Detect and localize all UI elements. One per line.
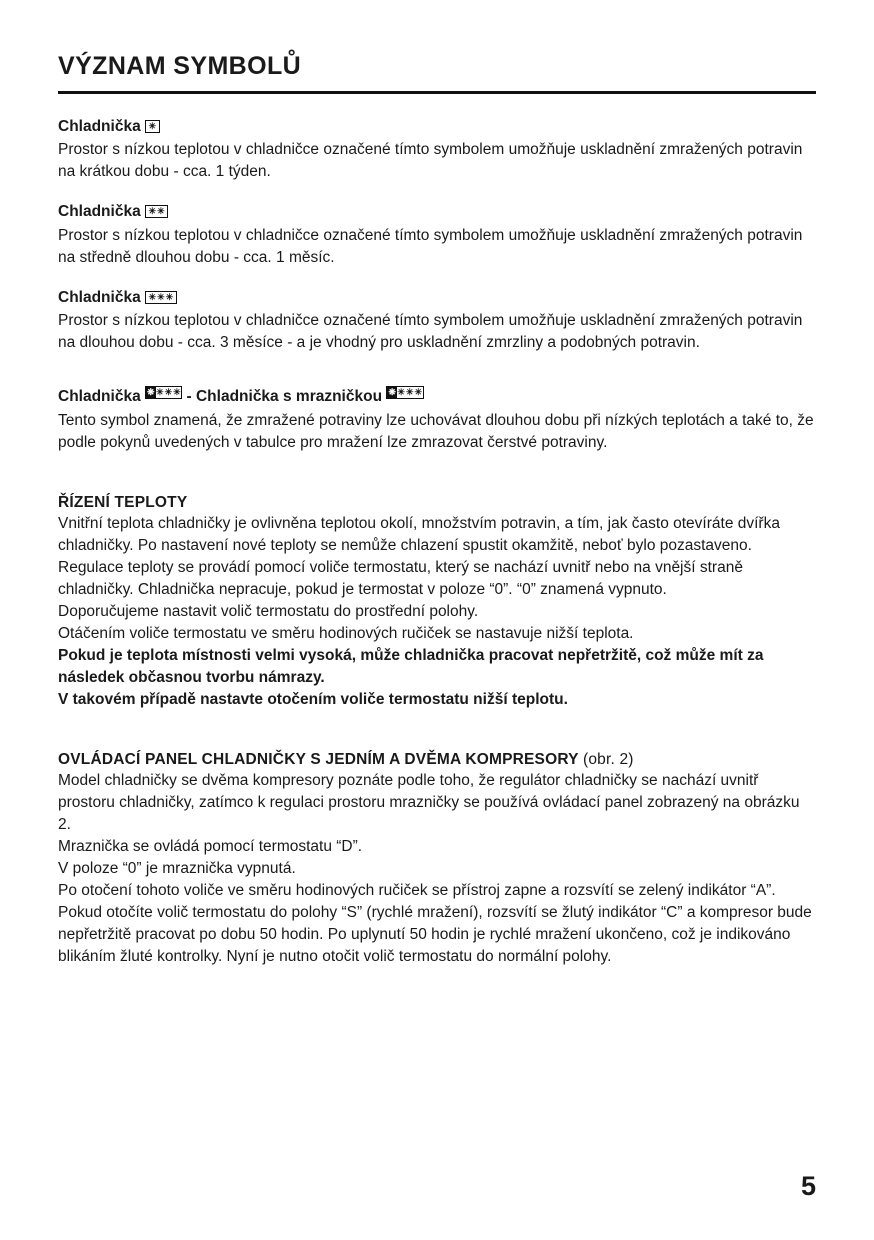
paragraph: Doporučujeme nastavit volič termostatu do prostřední polohy. bbox=[58, 602, 479, 620]
snowflake-star-icon: ❋ ✳✳✳ bbox=[147, 387, 181, 398]
snowflake-star-icon: ❋ ✳✳✳ bbox=[388, 387, 423, 398]
section-heading bbox=[58, 201, 816, 223]
spacer bbox=[58, 729, 816, 751]
paragraph: V poloze “0” je mraznička vypnutá. bbox=[58, 859, 296, 877]
paragraph-bold: Pokud je teplota místnosti velmi vysoká, může chladnička pracovat nepřetržitě, což může mít za následek občasnou tvorbu námrazy. bbox=[58, 646, 764, 686]
section-freezer bbox=[58, 386, 816, 453]
page-title: VÝZNAM SYMBOLŮ bbox=[58, 52, 302, 80]
star-rating-icon: ✳✳ bbox=[145, 205, 168, 218]
section-temperature-control bbox=[58, 494, 816, 711]
section-body: Prostor s nízkou teplotou v chladničce označené tímto symbolem umožňuje uskladnění zmražených potravin na středně dlouhou dobu - cca. 1 měsíc. bbox=[58, 226, 803, 266]
section-heading-mid: - Chladnička s mrazničkou bbox=[186, 388, 383, 406]
paragraph: Model chladničky se dvěma kompresory poznáte podle toho, že regulátor chladničky se nachází uvnitř prostoru chladničky, zatímco k regulaci prostoru mrazničky se používá ovládací panel zobrazený na obrázku 2. bbox=[58, 771, 800, 833]
section-heading-label: Chladnička bbox=[58, 388, 141, 406]
paragraph: Mraznička se ovládá pomocí termostatu “D”. bbox=[58, 837, 363, 855]
paragraph: Po otočení tohoto voliče ve směru hodinových ručiček se přístroj zapne a rozsvítí se zelený indikátor “A”. bbox=[58, 881, 776, 899]
star-rating-icon: ✳✳✳ bbox=[145, 291, 177, 304]
page-number: 5 bbox=[800, 1171, 816, 1201]
spacer bbox=[58, 372, 816, 386]
section-body: Prostor s nízkou teplotou v chladničce označené tímto symbolem umožňuje uskladnění zmražených potravin na krátkou dobu - cca. 1 týden. bbox=[58, 141, 803, 181]
paragraph: Vnitřní teplota chladničky je ovlivněna teplotou okolí, množstvím potravin, a tím, jak často otevíráte dvířka chladničky. Po nastavení nové teploty se nemůže chlazení spustit okamžitě, neboť bylo pozastaveno. bbox=[58, 514, 780, 554]
section-heading-label: Chladnička bbox=[58, 203, 141, 221]
section-heading bbox=[58, 751, 816, 769]
section-heading bbox=[58, 287, 816, 309]
spacer bbox=[58, 472, 816, 494]
section-heading-label: OVLÁDACÍ PANEL CHLADNIČKY S JEDNÍM A DVĚMA KOMPRESORY bbox=[58, 750, 579, 768]
paragraph: Otáčením voliče termostatu ve směru hodinových ručiček se nastavuje nižší teplota. bbox=[58, 624, 634, 642]
section-one-star bbox=[58, 116, 816, 183]
section-two-stars bbox=[58, 201, 816, 268]
star-rating-icon: ✳ bbox=[145, 120, 160, 133]
section-three-stars bbox=[58, 287, 816, 354]
paragraph-bold: V takovém případě nastavte otočením voliče termostatu nižší teplotu. bbox=[58, 690, 568, 708]
section-heading-figure-ref: (obr. 2) bbox=[582, 750, 634, 768]
paragraph: Pokud otočíte volič termostatu do polohy “S” (rychlé mražení), rozsvítí se žlutý indikátor “C” a kompresor bude nepřetržitě pracovat po dobu 50 hodin. Po uplynutí 50 hodin je rychlé mražení ukončeno, což je indikováno blikáním žluté kontrolky. Nyní je nutno otočit volič termostatu do normální polohy. bbox=[58, 903, 812, 965]
section-heading bbox=[58, 386, 816, 408]
title-divider bbox=[58, 91, 816, 94]
section-body: Prostor s nízkou teplotou v chladničce označené tímto symbolem umožňuje uskladnění zmražených potravin na dlouhou dobu - cca. 3 měsíce - a je vhodný pro uskladnění zmrzliny a podobných potravin. bbox=[58, 312, 803, 352]
section-heading bbox=[58, 116, 816, 138]
section-body: Tento symbol znamená, že zmražené potraviny lze uchovávat dlouhou dobu při nízkých teplotách a také to, že podle pokynů uvedených v tabulce pro mražení lze zmrazovat čerstvé potraviny. bbox=[58, 411, 814, 451]
section-control-panel bbox=[58, 751, 816, 968]
section-heading-label: Chladnička bbox=[58, 118, 141, 135]
paragraph: Regulace teploty se provádí pomocí voliče termostatu, který se nachází uvnitř nebo na vnější straně chladničky. Chladnička nepracuje, pokud je termostat v poloze “0”. “0” znamená vypnuto. bbox=[58, 558, 743, 598]
section-heading: ŘÍZENÍ TEPLOTY bbox=[58, 493, 188, 511]
section-heading-label: Chladnička bbox=[58, 288, 141, 306]
